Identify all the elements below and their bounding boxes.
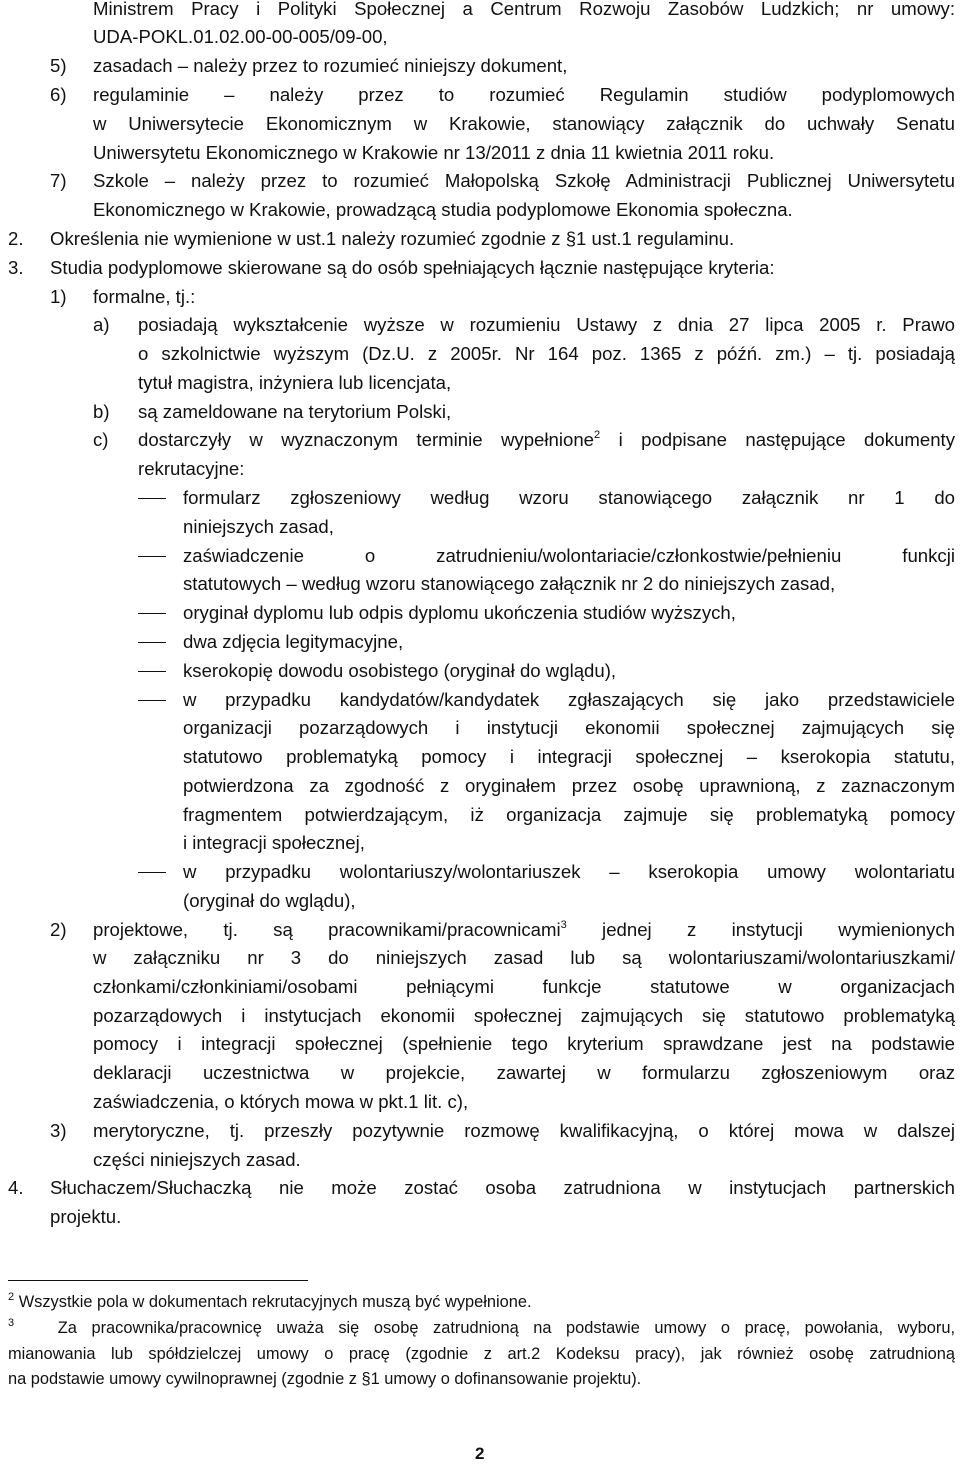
section-2-number: 2. xyxy=(8,228,24,249)
footnote-3-mark: 3 xyxy=(8,1316,15,1329)
criterion-2-line-4: pozarządowych i instytucjach ekonomii społecznej zajmujących się statutowo problematyką xyxy=(93,1005,955,1026)
section-4-line-1: Słuchaczem/Słuchaczką nie może zostać osoba zatrudniona w instytucjach partnerskich xyxy=(50,1177,955,1198)
criterion-2-line-2: w załączniku nr 3 do niniejszych zasad lub są wolontariuszami/wolontariuszkami/ xyxy=(93,947,955,968)
criterion-2-line-3: członkami/członkiniami/osobami pełniącymi funkcje statutowe w organizacjach xyxy=(93,976,955,997)
sub-a-letter: a) xyxy=(93,314,110,335)
footnote-3-line-1-text: Za pracownika/pracownicę uważa się osobę zatrudnioną na podstawie umowy o pracę, powołania, wyboru, xyxy=(57,1319,955,1337)
criterion-3-line-1: merytoryczne, tj. przeszły pozytywnie rozmowę kwalifikacyjną, o której mowa w dalszej xyxy=(93,1120,955,1141)
criterion-3-line-2: części niniejszych zasad. xyxy=(93,1149,301,1170)
criterion-2-line-1 xyxy=(93,916,955,945)
item-7-line-1: Szkole – należy przez to rozumieć Małopolską Szkołę Administracji Publicznej Uniwersytetu xyxy=(93,170,955,191)
intro-line-1: Ministrem Pracy i Polityki Społecznej a Centrum Rozwoju Zasobów Ludzkich; nr umowy: xyxy=(93,0,955,19)
dash-bullet xyxy=(138,613,166,614)
sub-c-line-1-part-a: dostarczyły w wyznaczonym terminie wypełnione xyxy=(138,429,595,450)
item-5-number: 5) xyxy=(50,55,67,76)
footnote-2-text: Wszystkie pola w dokumentach rekrutacyjnych muszą być wypełnione. xyxy=(18,1293,532,1311)
footnote-2 xyxy=(8,1290,532,1315)
footnote-3-line-1 xyxy=(8,1316,955,1341)
criterion-2-line-5: pomocy i integracji społecznej (spełnienie tego kryterium sprawdzane jest na podstawie xyxy=(93,1033,955,1054)
doc-item-6-line-2: organizacji pozarządowych i instytucji ekonomii społecznej zajmujących się xyxy=(183,717,955,738)
criterion-2-line-1-part-b: jednej z instytucji wymienionych xyxy=(566,919,955,940)
section-3-number: 3. xyxy=(8,257,24,278)
item-7-line-2: Ekonomicznego w Krakowie, prowadzącą studia podyplomowe Ekonomia społeczna. xyxy=(93,199,793,220)
sub-a-line-3: tytuł magistra, inżyniera lub licencjata, xyxy=(138,372,452,393)
section-4-number: 4. xyxy=(8,1177,24,1198)
item-7-number: 7) xyxy=(50,170,67,191)
footnote-ref-3: 3 xyxy=(560,918,567,931)
criterion-1-number: 1) xyxy=(50,286,67,307)
sub-c-line-2: rekrutacyjne: xyxy=(138,458,245,479)
doc-item-4: dwa zdjęcia legitymacyjne, xyxy=(183,631,404,652)
item-6-line-3: Uniwersytetu Ekonomicznego w Krakowie nr 13/2011 z dnia 11 kwietnia 2011 roku. xyxy=(93,142,775,163)
footnote-2-mark: 2 xyxy=(8,1290,15,1303)
dash-bullet xyxy=(138,556,166,557)
doc-item-6-line-1: w przypadku kandydatów/kandydatek zgłaszających się jako przedstawiciele xyxy=(183,689,955,710)
criterion-1-text: formalne, tj.: xyxy=(93,286,196,307)
doc-item-2-line-2: statutowych – według wzoru stanowiącego załącznik nr 2 do niniejszych zasad, xyxy=(183,573,836,594)
doc-item-6-line-4: potwierdzona za zgodność z oryginałem przez osobę uprawnioną, z zaznaczonym xyxy=(183,775,955,796)
criterion-2-line-7: zaświadczenia, o których mowa w pkt.1 lit. c), xyxy=(93,1091,469,1112)
sub-b-text: są zameldowane na terytorium Polski, xyxy=(138,401,452,422)
criterion-2-line-6: deklaracji uczestnictwa w projekcie, zawartej w formularzu zgłoszeniowym oraz xyxy=(93,1062,955,1083)
doc-item-1-line-1: formularz zgłoszeniowy według wzoru stanowiącego załącznik nr 1 do xyxy=(183,487,955,508)
doc-item-3: oryginał dyplomu lub odpis dyplomu ukończenia studiów wyższych, xyxy=(183,602,736,623)
doc-item-2-line-1: zaświadczenie o zatrudnieniu/wolontariacie/członkostwie/pełnieniu funkcji xyxy=(183,545,955,566)
intro-line-2: UDA-POKL.01.02.00-00-005/09-00, xyxy=(93,26,388,47)
doc-item-6-line-6: i integracji społecznej, xyxy=(183,832,365,853)
sub-c-line-1-part-b: i podpisane następujące dokumenty xyxy=(600,429,955,450)
sub-a-line-2: o szkolnictwie wyższym (Dz.U. z 2005r. Nr 164 poz. 1365 z późń. zm.) – tj. posiadają xyxy=(138,343,955,364)
dash-bullet xyxy=(138,872,166,873)
criterion-2-line-1-part-a: projektowe, tj. są pracownikami/pracownicami xyxy=(93,919,561,940)
dash-bullet xyxy=(138,498,166,499)
dash-bullet xyxy=(138,700,166,701)
sub-b-letter: b) xyxy=(93,401,110,422)
sub-a-line-1: posiadają wykształcenie wyższe w rozumieniu Ustawy z dnia 27 lipca 2005 r. Prawo xyxy=(138,314,955,335)
sub-c-line-1 xyxy=(138,426,955,455)
section-4-line-2: projektu. xyxy=(50,1206,122,1227)
doc-item-6-line-5: fragmentem potwierdzającym, iż organizacja zajmuje się problematyką pomocy xyxy=(183,804,955,825)
footnote-3-line-3: na podstawie umowy cywilnoprawnej (zgodnie z §1 umowy o dofinansowanie projektu). xyxy=(8,1370,642,1388)
criterion-2-number: 2) xyxy=(50,919,67,940)
footnote-3-line-2: mianowania lub spółdzielczej umowy o pracę (zgodnie z art.2 Kodeksu pracy), jak również osobę zatrudnioną xyxy=(8,1345,955,1363)
item-6-line-1: regulaminie – należy przez to rozumieć Regulamin studiów podyplomowych xyxy=(93,84,955,105)
dash-bullet xyxy=(138,642,166,643)
doc-item-1-line-2: niniejszych zasad, xyxy=(183,516,334,537)
doc-item-7-line-2: (oryginał do wglądu), xyxy=(183,890,356,911)
item-5-text: zasadach – należy przez to rozumieć niniejszy dokument, xyxy=(93,55,568,76)
dash-bullet xyxy=(138,671,166,672)
footnote-separator xyxy=(8,1280,308,1281)
page-number: 2 xyxy=(475,1444,485,1463)
footnote-ref-2: 2 xyxy=(594,428,601,441)
section-2-text: Określenia nie wymienione w ust.1 należy rozumieć zgodnie z §1 ust.1 regulaminu. xyxy=(50,228,735,249)
section-3-text: Studia podyplomowe skierowane są do osób spełniających łącznie następujące kryteria: xyxy=(50,257,775,278)
sub-c-letter: c) xyxy=(93,429,109,450)
doc-item-6-line-3: statutowo problematyką pomocy i integracji społecznej – kserokopia statutu, xyxy=(183,746,955,767)
criterion-3-number: 3) xyxy=(50,1120,67,1141)
doc-item-5: kserokopię dowodu osobistego (oryginał do wglądu), xyxy=(183,660,617,681)
item-6-line-2: w Uniwersytecie Ekonomicznym w Krakowie, stanowiący załącznik do uchwały Senatu xyxy=(93,113,955,134)
doc-item-7-line-1: w przypadku wolontariuszy/wolontariuszek – kserokopia umowy wolontariatu xyxy=(183,861,955,882)
item-6-number: 6) xyxy=(50,84,67,105)
